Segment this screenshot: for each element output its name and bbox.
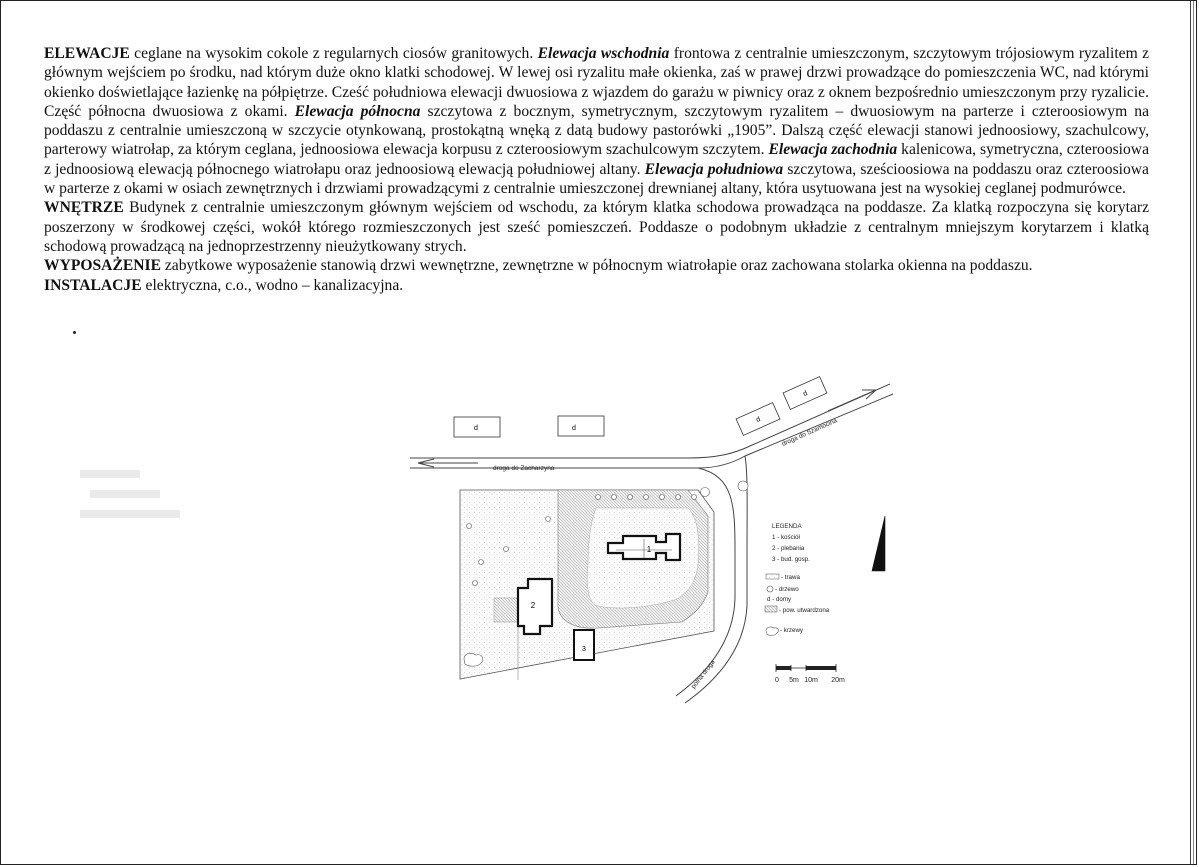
svg-text:d: d bbox=[755, 415, 762, 424]
shrub bbox=[464, 653, 483, 666]
paragraph-elewacje bbox=[44, 44, 1149, 198]
legend-shrubs: - krzewy bbox=[780, 627, 804, 634]
legend-item-3: 3 - bud. gosp. bbox=[772, 556, 810, 563]
body-text: frontowa z centralnie umieszczonym, szczytowym trójosiowym ryzalitem z głównym wejściem po środku, nad którym duże okno klatki schodowej. W lewej osi ryzalitu małe okienka, zaś w prawej drzwi prowadzące do pomieszczenia WC, nad którymi okienko doświetlające łazienkę na półpiętrze. Cześć południowa elewacji dwuosiowa z wjazdem do garażu w piwnicy oraz z oknem bezpośrednio umieszczonym przy ryzalicie. Część północna dwuosiowa z okami. bbox=[44, 45, 1149, 120]
heading-wnetrze: WNĘTRZE bbox=[44, 199, 124, 217]
legend-grass: - trawa bbox=[781, 574, 800, 581]
legend bbox=[765, 523, 830, 635]
legend-tree: - drzewo bbox=[775, 586, 799, 593]
body-text: ceglane na wysokim cokole z regularnych ciosów granitowych. bbox=[129, 45, 538, 62]
body-text: elektryczna, c.o., wodno – kanalizacyjna. bbox=[141, 276, 404, 294]
house-1-label: d bbox=[474, 425, 478, 432]
house-2 bbox=[558, 416, 604, 436]
legend-item-1: 1 - kościół bbox=[772, 534, 800, 541]
arrow-west bbox=[418, 459, 478, 467]
body-text: Budynek z centralnie umieszczonym głównym wejściem od wschodu, za którym klatka schodowa prowadząca na poddasze. Za klatką rozpoczyna się korytarz poszerzony w środkowej części, wokół którego rozmieszczonych jest sześć pomieszczeń. Poddasze o podobnym układzie z centralnym mniejszym korytarzem i klatką schodową prowadzącą na jednoprzestrzenny nieużytkowany strych. bbox=[44, 199, 1149, 255]
stray-dot bbox=[73, 331, 76, 334]
building-3 bbox=[574, 630, 594, 660]
legend-shrub-icon bbox=[766, 627, 778, 635]
house-2-label: d bbox=[572, 425, 576, 432]
scale-0: 0 bbox=[775, 677, 779, 684]
arrow-northeast bbox=[828, 390, 876, 411]
legend-tree-icon bbox=[767, 586, 773, 592]
body-text: szczytowa z bocznym, symetrycznym, szczytowym ryzalitem – dwuosiowym na parterze i czteroosiowym na poddaszu z centralnie umieszczoną w szczycie otynkowaną, prostokątną wnęką z datą budowy pastorówki „1905”. Dalszą część elewacji stanowi jednoosiowy, szachulcowy, parterowy wiatrołap, za którym ceglana, jednoosiowa elewacja korpusu z czteroosiowym szachulcowym szczytem. bbox=[44, 102, 1150, 159]
building-2-label: 2 bbox=[530, 601, 536, 610]
building-1-label: 1 bbox=[646, 545, 652, 554]
heading-wyposazenie: WYPOSAŻENIE bbox=[44, 257, 161, 275]
site-plan bbox=[398, 366, 918, 786]
road-label-zacharzyna: droga do Zacharzyna bbox=[493, 465, 555, 472]
legend-item-2: 2 - plebania bbox=[772, 545, 805, 552]
paragraph-wnetrze bbox=[44, 198, 1149, 256]
paragraph-wyposazenie bbox=[44, 256, 1149, 275]
subheading-elevation: Elewacja południowa bbox=[644, 160, 784, 178]
house-3 bbox=[736, 403, 780, 436]
legend-paved-swatch bbox=[765, 606, 777, 612]
road-label-szamocina: droga do Szamocina bbox=[780, 417, 839, 448]
house-4 bbox=[783, 377, 827, 410]
subheading-elevation: Elewacja wschodnia bbox=[537, 45, 670, 62]
body-text: szczytowa, sześcioosiowa na poddaszu oraz czteroosiowa w parterze z okami w osiach zewnętrznych i drzwiami prowadzącymi z centralnie umieszczonej drewnianej altany, która usytuowana jest na wysokiej ceglanej podmurówce. bbox=[44, 160, 1149, 198]
legend-title: LEGENDA bbox=[772, 523, 802, 530]
building-3-label: 3 bbox=[582, 646, 586, 653]
description-text bbox=[44, 44, 1149, 295]
body-text: kalenicowa, symetryczna, czteroosiowa z jednoosiową elewacją północnego wiatrołapu oraz jednoosiową elewacją południowej altany. bbox=[44, 141, 1149, 178]
subheading-elevation: Elewacja zachodnia bbox=[768, 141, 898, 159]
heading-elewacje: ELEWACJE bbox=[44, 45, 130, 62]
road-label-field: polna droga bbox=[690, 658, 717, 691]
scale-bar bbox=[775, 664, 845, 684]
legend-houses: d - domy bbox=[767, 596, 792, 603]
svg-text:d: d bbox=[802, 389, 809, 398]
paragraph-instalacje bbox=[44, 276, 1149, 295]
scale-20: 20m bbox=[831, 677, 845, 684]
legend-grass-swatch bbox=[766, 574, 779, 579]
north-arrow-icon bbox=[872, 516, 885, 571]
subheading-elevation: Elewacja północna bbox=[294, 102, 421, 120]
heading-instalacje: INSTALACJE bbox=[44, 276, 142, 294]
scale-5: 5m bbox=[789, 677, 799, 684]
scale-10: 10m bbox=[804, 677, 818, 684]
body-text: zabytkowe wyposażenie stanowią drzwi wewnętrzne, zewnętrzne w północnym wiatrołapie oraz zachowana stolarka okienna na poddaszu. bbox=[160, 257, 1033, 275]
faint-bleed-marks bbox=[80, 470, 190, 530]
legend-paved: - pow. utwardzona bbox=[779, 607, 830, 614]
